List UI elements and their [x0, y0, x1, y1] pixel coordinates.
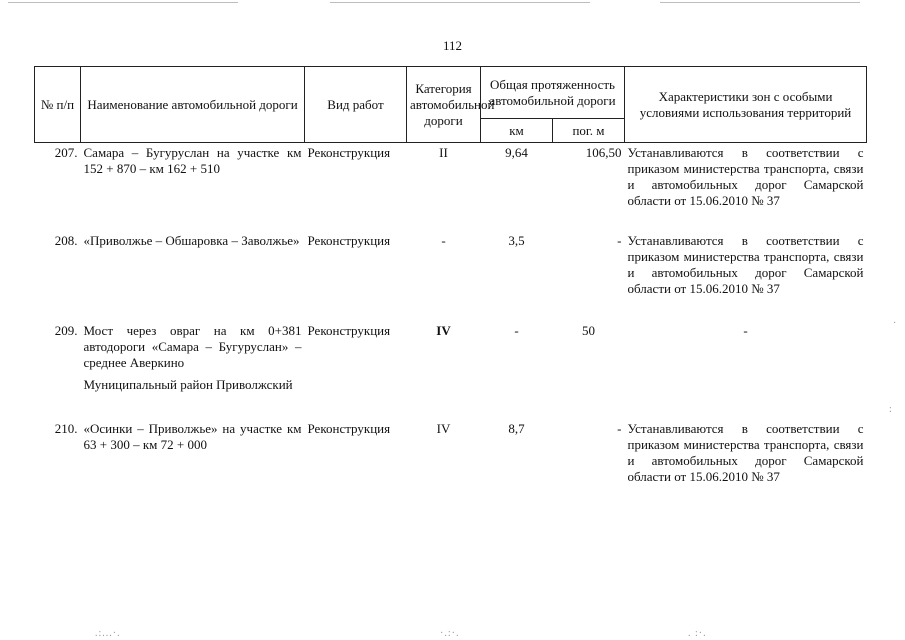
- row-length-km: 8,7: [508, 421, 525, 436]
- table-row: [35, 419, 867, 501]
- scan-noise: . :·.: [688, 628, 707, 639]
- row-num: 209.: [54, 323, 78, 338]
- header-zone-characteristics: Характеристики зон с особыми условиями использования территорий: [625, 67, 867, 143]
- row-num: 210.: [54, 421, 78, 436]
- row-length-m: 50: [582, 323, 595, 338]
- scan-artifact-line: [660, 2, 860, 3]
- row-road-name: «Осинки – Приволжье» на участке км 63 + 300 – км 72 + 000: [83, 421, 302, 452]
- row-road-name: «Приволжье – Обшаровка – Заволжье»: [83, 233, 300, 248]
- row-work-type: Реконструкция: [307, 233, 391, 248]
- row-work-type: Реконструкция: [307, 421, 391, 436]
- table-header: [35, 67, 867, 143]
- table-row: [35, 321, 867, 419]
- row-length-m: -: [617, 421, 622, 436]
- row-category: IV: [436, 323, 451, 338]
- row-zone-characteristics: -: [743, 323, 748, 338]
- scan-noise: .:...·.: [95, 628, 121, 639]
- row-category: II: [439, 145, 448, 160]
- header-road-name: Наименование автомобильной дороги: [81, 67, 305, 143]
- row-length-km: 3,5: [508, 233, 525, 248]
- scan-noise: :: [889, 404, 893, 415]
- table-body: [35, 143, 867, 502]
- row-district-note: Муниципальный район Приволжский: [83, 377, 293, 392]
- row-num: 207.: [54, 145, 78, 160]
- row-length-m: 106,50: [585, 145, 622, 160]
- row-work-type: Реконструкция: [307, 145, 391, 160]
- header-category: Категория автомобильной дороги: [407, 67, 481, 143]
- row-length-km: 9,64: [505, 145, 528, 160]
- scan-noise: ·: [893, 318, 898, 329]
- scan-noise: ·.:·.: [440, 628, 460, 639]
- header-num: № п/п: [35, 67, 81, 143]
- row-zone-characteristics: Устанавливаются в соответствии с приказом министерства транспорта, связи и автомобильных дорог Самарской области от 15.06.2010 № 37: [627, 145, 864, 208]
- header-linear-m: пог. м: [553, 119, 625, 143]
- row-zone-characteristics: Устанавливаются в соответствии с приказом министерства транспорта, связи и автомобильных дорог Самарской области от 15.06.2010 № 37: [627, 421, 864, 484]
- row-work-type: Реконструкция: [307, 323, 391, 338]
- row-num: 208.: [54, 233, 78, 248]
- row-category: IV: [436, 421, 451, 436]
- table-row: [35, 231, 867, 321]
- row-road-name: Самара – Бугуруслан на участке км 152 + 870 – км 162 + 510: [83, 145, 302, 176]
- header-work-type: Вид работ: [305, 67, 407, 143]
- row-category: -: [441, 233, 446, 248]
- scan-artifact-line: [330, 2, 590, 3]
- row-length-m: -: [617, 233, 622, 248]
- header-total-length: Общая протяженность автомобильной дороги: [481, 67, 625, 119]
- row-road-name: Мост через овраг на км 0+381 автодороги «Самара – Бугуруслан» – среднее Аверкино: [83, 323, 302, 370]
- scan-artifact-line: [8, 2, 238, 3]
- row-road-name-cell: [81, 321, 305, 419]
- row-zone-characteristics: Устанавливаются в соответствии с приказом министерства транспорта, связи и автомобильных дорог Самарской области от 15.06.2010 № 37: [627, 233, 864, 296]
- page-number: 112: [442, 38, 463, 53]
- row-length-km: -: [514, 323, 519, 338]
- road-works-table: [34, 66, 867, 501]
- table-row: [35, 143, 867, 232]
- header-km: км: [481, 119, 553, 143]
